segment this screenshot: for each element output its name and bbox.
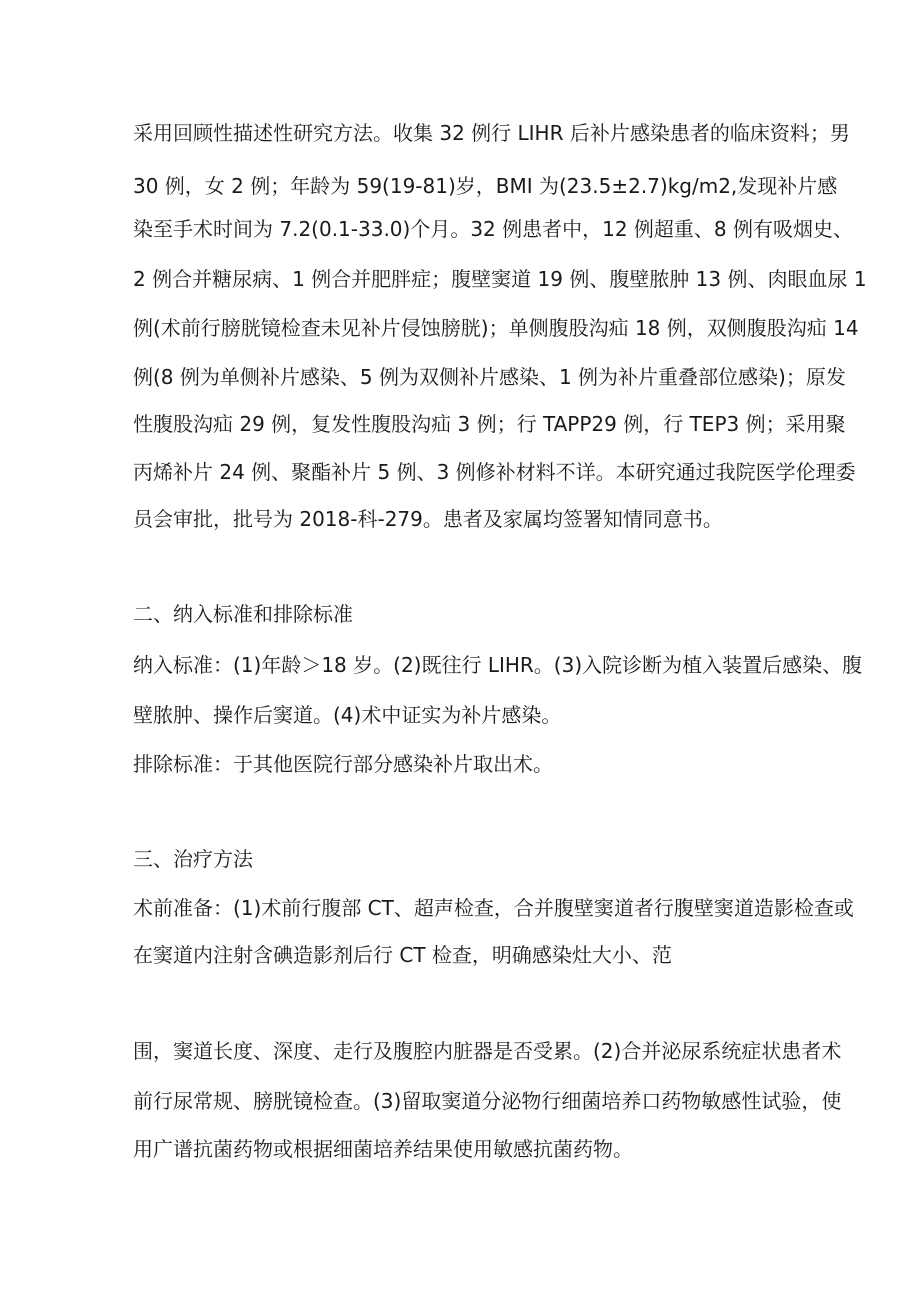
paragraph-line: 围，窦道长度、深度、走行及腹腔内脏器是否受累。(2)合并泌尿系统症状患者术 <box>133 1039 842 1063</box>
section-heading: 二、纳入标准和排除标准 <box>133 602 353 626</box>
paragraph-line: 例(术前行膀胱镜检查未见补片侵蚀膀胱)；单侧腹股沟疝 18 例，双侧腹股沟疝 14 <box>133 316 859 340</box>
paragraph-line: 术前准备：(1)术前行腹部 CT、超声检查，合并腹壁窦道者行腹壁窦道造影检查或 <box>133 896 854 920</box>
paragraph-line: 丙烯补片 24 例、聚酯补片 5 例、3 例修补材料不详。本研究通过我院医学伦理委 <box>133 460 856 484</box>
paragraph-line: 排除标准：于其他医院行部分感染补片取出术。 <box>133 752 553 776</box>
section-heading: 三、治疗方法 <box>133 847 253 871</box>
paragraph-line: 员会审批，批号为 2018-科-279。患者及家属均签署知情同意书。 <box>133 507 723 531</box>
paragraph-line: 壁脓肿、操作后窦道。(4)术中证实为补片感染。 <box>133 703 562 727</box>
paragraph-line: 性腹股沟疝 29 例，复发性腹股沟疝 3 例；行 TAPP29 例，行 TEP3 例；采用聚 <box>133 412 846 436</box>
paragraph-line: 在窦道内注射含碘造影剂后行 CT 检查，明确感染灶大小、范 <box>133 943 672 967</box>
paragraph-line: 例(8 例为单侧补片感染、5 例为双侧补片感染、1 例为补片重叠部位感染)；原发 <box>133 365 846 389</box>
paragraph-line: 30 例，女 2 例；年龄为 59(19-81)岁，BMI 为(23.5±2.7)kg/m2,发现补片感 <box>133 174 838 198</box>
paragraph-line: 采用回顾性描述性研究方法。收集 32 例行 LIHR 后补片感染患者的临床资料；男 <box>133 121 850 145</box>
paragraph-line: 前行尿常规、膀胱镜检查。(3)留取窦道分泌物行细菌培养口药物敏感性试验，使 <box>133 1089 842 1113</box>
paragraph-line: 纳入标准：(1)年龄＞18 岁。(2)既往行 LIHR。(3)入院诊断为植入装置后感染、腹 <box>133 653 863 677</box>
paragraph-line: 用广谱抗菌药物或根据细菌培养结果使用敏感抗菌药物。 <box>133 1137 633 1161</box>
paragraph-line: 染至手术时间为 7.2(0.1-33.0)个月。32 例患者中，12 例超重、8 例有吸烟史、 <box>133 217 854 241</box>
paragraph-line: 2 例合并糖尿病、1 例合并肥胖症；腹壁窦道 19 例、腹壁脓肿 13 例、肉眼血尿 1 <box>133 267 867 291</box>
